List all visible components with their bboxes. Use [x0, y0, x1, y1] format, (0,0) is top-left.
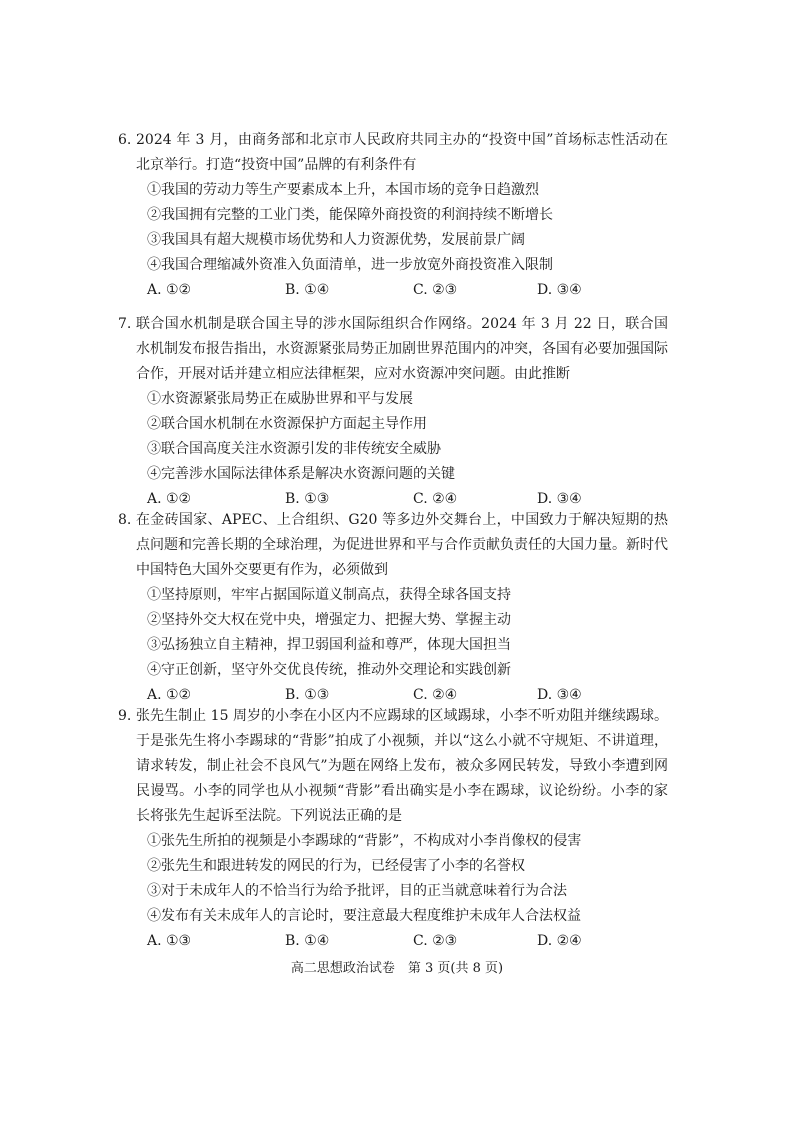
statement-option: ②我国拥有完整的工业门类，能保障外商投资的利润持续不断增长	[147, 207, 553, 223]
statement-option: ④我国合理缩减外资准入负面清单，进一步放宽外商投资准入限制	[147, 257, 553, 273]
page-footer: 高二思想政治试卷 第 3 页(共 8 页)	[290, 961, 504, 976]
statement-option: ④完善涉水国际法律体系是解决水资源问题的关键	[147, 466, 455, 482]
statement-option: ①坚持原则，牢牢占据国际道义制高点，获得全球各国支持	[147, 587, 511, 603]
statement-option: ③联合国高度关注水资源引发的非传统安全威胁	[147, 441, 441, 457]
question-number: 7.	[118, 316, 132, 332]
statement-option: ③对于未成年人的不恰当行为给予批评，目的正当就意味着行为合法	[147, 883, 567, 899]
question-9	[118, 704, 668, 954]
choice-b: B. ①④	[285, 282, 330, 298]
statement-option: ②坚持外交大权在党中央，增强定力、把握大势、掌握主动	[147, 612, 511, 628]
choice-d: D. ③④	[537, 491, 582, 507]
statement-option: ③弘扬独立自主精神，捍卫弱国利益和尊严，体现大国担当	[147, 637, 511, 653]
choice-d: D. ③④	[537, 687, 582, 703]
choice-d: D. ③④	[537, 282, 582, 298]
statement-option: ④守正创新，坚守外交优良传统，推动外交理论和实践创新	[147, 662, 511, 678]
choice-c: C. ②④	[413, 687, 458, 703]
choice-a: A. ①③	[147, 933, 192, 949]
question-number: 6.	[118, 132, 132, 148]
question-stem: 2024 年 3 月，由商务部和北京市人民政府共同主办的“投资中国”首场标志性活动在北京举行。打造“投资中国”品牌的有利条件有	[136, 132, 668, 173]
question-stem: 张先生制止 15 周岁的小李在小区内不应踢球的区域踢球，小李不听劝阻并继续踢球。于是张先生将小李踢球的“背影”拍成了小视频，并以“这么小就不守规矩、不讲道理，请求转发，制止社会不良风气”为题在网络上发布，被众多网民转发，导致小李遭到网民谩骂。小李的同学也从小视频“背影”看出确实是小李在踢球，议论纷纷。小李的家长将张先生起诉至法院。下列说法正确的是	[136, 708, 668, 824]
question-8	[118, 508, 668, 708]
choice-d: D. ②④	[537, 933, 582, 949]
question-number: 8.	[118, 512, 132, 528]
choice-c: C. ②④	[413, 491, 458, 507]
statement-option: ④发布有关未成年人的言论时，要注意最大程度维护未成年人合法权益	[147, 908, 581, 924]
statement-option: ②联合国水机制在水资源保护方面起主导作用	[147, 416, 427, 432]
question-6	[118, 128, 668, 303]
question-stem: 在金砖国家、APEC、上合组织、G20 等多边外交舞台上，中国致力于解决短期的热点问题和完善长期的全球治理，为促进世界和平与合作贡献负责任的大国力量。新时代中国特色大国外交要更有作为，必须做到	[136, 512, 668, 578]
choice-b: B. ①③	[285, 491, 330, 507]
choice-c: C. ②③	[413, 282, 458, 298]
choice-b: B. ①④	[285, 933, 330, 949]
statement-option: ①水资源紧张局势正在威胁世界和平与发展	[147, 391, 413, 407]
choice-a: A. ①②	[147, 687, 192, 703]
statement-option: ①我国的劳动力等生产要素成本上升，本国市场的竞争日趋激烈	[147, 182, 539, 198]
choice-b: B. ①③	[285, 687, 330, 703]
statement-option: ③我国具有超大规模市场优势和人力资源优势，发展前景广阔	[147, 232, 525, 248]
choice-a: A. ①②	[147, 491, 192, 507]
question-number: 9.	[118, 708, 132, 724]
statement-option: ①张先生所拍的视频是小李踢球的“背影”，不构成对小李肖像权的侵害	[147, 833, 582, 849]
question-7	[118, 312, 668, 512]
answer-choices	[147, 929, 668, 954]
choice-c: C. ②③	[413, 933, 458, 949]
statement-option: ②张先生和跟进转发的网民的行为，已经侵害了小李的名誉权	[147, 858, 525, 874]
answer-choices	[147, 278, 668, 303]
choice-a: A. ①②	[147, 282, 192, 298]
question-stem: 联合国水机制是联合国主导的涉水国际组织合作网络。2024 年 3 月 22 日，联合国水机制发布报告指出，水资源紧张局势正加剧世界范围内的冲突，各国有必要加强国际合作，开展对话并建立相应法律框架，应对水资源冲突问题。由此推断	[136, 316, 668, 382]
